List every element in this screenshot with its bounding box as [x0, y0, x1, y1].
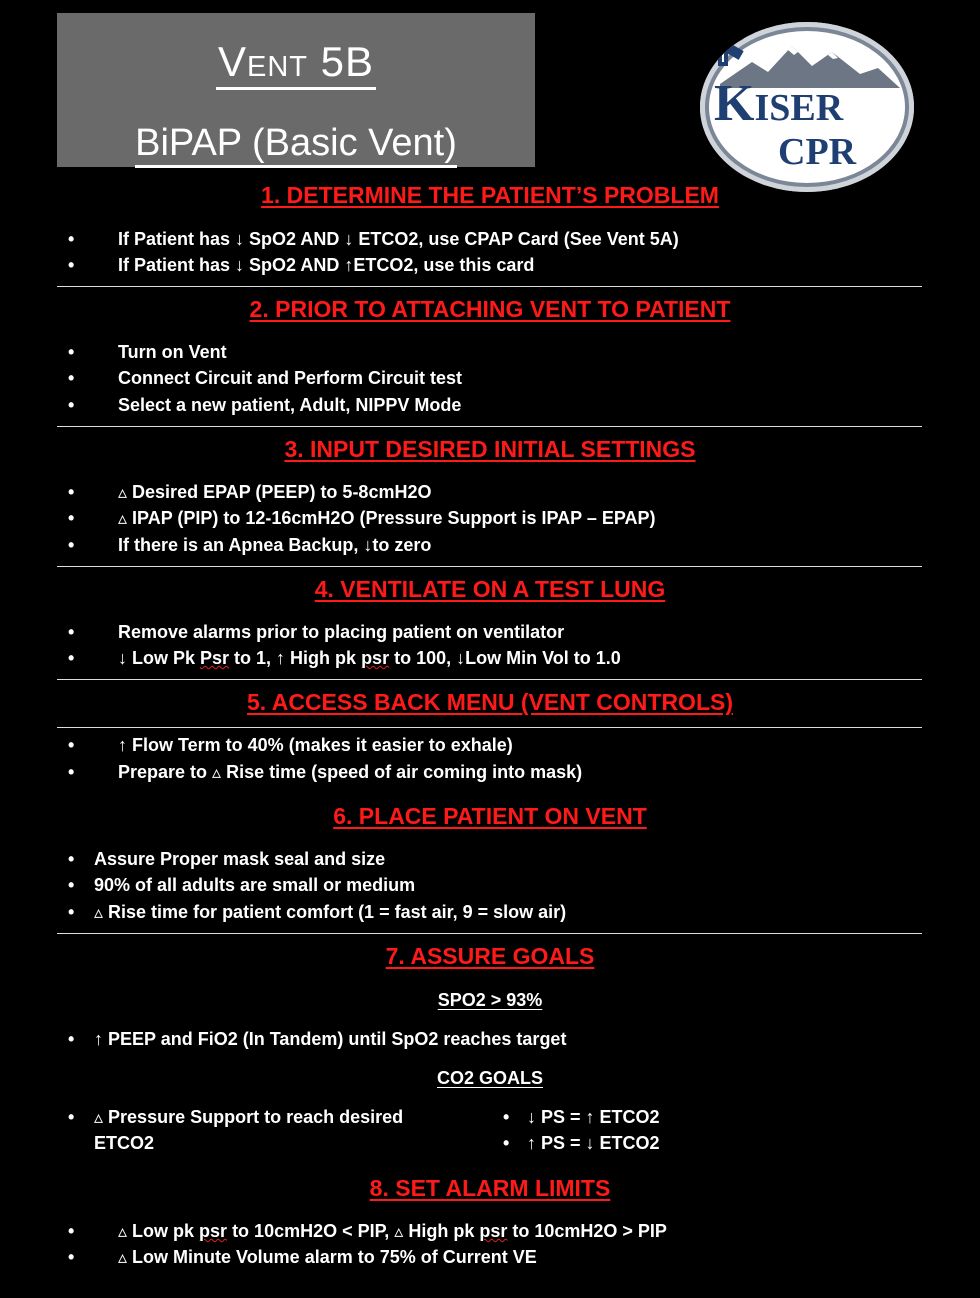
divider: [57, 933, 922, 934]
bullet: •: [503, 1133, 510, 1153]
bullet: •: [68, 342, 75, 362]
divider: [57, 679, 922, 680]
page-subtitle: BiPAP (Basic Vent): [135, 122, 457, 168]
bullet: •: [68, 482, 75, 502]
section-3-item-2: ▵ IPAP (PIP) to 12-16cmH2O (Pressure Support is IPAP – EPAP): [118, 508, 656, 528]
section-6-item-3: ▵ Rise time for patient comfort (1 = fast air, 9 = slow air): [94, 902, 567, 922]
section-3-heading: 3. INPUT DESIRED INITIAL SETTINGS: [284, 436, 696, 462]
bullet: •: [68, 875, 75, 895]
spo2-goal-item: ↑ PEEP and FiO2 (In Tandem) until SpO2 reaches target: [94, 1029, 567, 1049]
logo-letter-k: K: [714, 75, 755, 132]
section-2-heading: 2. PRIOR TO ATTACHING VENT TO PATIENT: [249, 296, 731, 322]
section-6-item-2: 90% of all adults are small or medium: [94, 875, 416, 895]
co2-goal-left-line-1: ▵ Pressure Support to reach desired: [94, 1107, 404, 1127]
co2-goal-left-line-2: ETCO2: [94, 1133, 155, 1153]
page-title: Vent 5B: [216, 38, 376, 90]
section-4-heading: 4. VENTILATE ON A TEST LUNG: [314, 576, 666, 602]
section-5-item-1: ↑ Flow Term to 40% (makes it easier to exhale): [118, 735, 513, 755]
section-8-item-1: ▵ Low pk psr to 10cmH2O < PIP, ▵ High pk psr to 10cmH2O > PIP: [118, 1221, 667, 1241]
section-1-item-2: If Patient has ↓ SpO2 AND ↑ETCO2, use this card: [118, 255, 535, 275]
section-2-item-1: Turn on Vent: [118, 342, 227, 362]
section-1-item-1: If Patient has ↓ SpO2 AND ↓ ETCO2, use CPAP Card (See Vent 5A): [118, 229, 679, 249]
section-3-item-1: ▵ Desired EPAP (PEEP) to 5-8cmH2O: [118, 482, 432, 502]
section-4-item-1: Remove alarms prior to placing patient on ventilator: [118, 622, 565, 642]
section-3-item-3: If there is an Apnea Backup, ↓to zero: [118, 535, 432, 555]
divider: [57, 286, 922, 287]
bullet: •: [68, 1221, 75, 1241]
title-box: [57, 13, 535, 167]
bullet: •: [68, 395, 75, 415]
bullet: •: [68, 648, 75, 668]
co2-goal-right-1: ↓ PS = ↑ ETCO2: [527, 1107, 660, 1127]
section-8-heading: 8. SET ALARM LIMITS: [369, 1175, 611, 1201]
co2-goals-heading: CO2 GOALS: [436, 1068, 543, 1088]
bullet: •: [68, 622, 75, 642]
logo-word-cpr: CPR: [778, 131, 857, 173]
section-4-item-2: ↓ Low Pk Psr to 1, ↑ High pk psr to 100, ↓Low Min Vol to 1.0: [118, 648, 621, 668]
bullet: •: [68, 1029, 75, 1049]
section-1-heading: 1. DETERMINE THE PATIENT’S PROBLEM: [261, 182, 719, 208]
bullet: •: [68, 762, 75, 782]
bullet: •: [68, 735, 75, 755]
bullet: •: [68, 849, 75, 869]
star-of-life-icon: [700, 22, 746, 68]
logo-word-iser: ISER: [754, 87, 844, 129]
bullet: •: [68, 229, 75, 249]
section-7-heading: 7. ASSURE GOALS: [385, 943, 595, 969]
section-8-item-2: ▵ Low Minute Volume alarm to 75% of Current VE: [118, 1247, 537, 1267]
divider: [57, 426, 922, 427]
kiser-cpr-logo: [700, 22, 914, 192]
bullet: •: [68, 535, 75, 555]
section-2-item-2: Connect Circuit and Perform Circuit test: [118, 368, 463, 388]
section-6-item-1: Assure Proper mask seal and size: [94, 849, 386, 869]
bullet: •: [68, 368, 75, 388]
divider: [57, 727, 922, 728]
bullet: •: [68, 1107, 75, 1127]
bullet: •: [68, 508, 75, 528]
bullet: •: [68, 255, 75, 275]
co2-goal-right-2: ↑ PS = ↓ ETCO2: [527, 1133, 660, 1153]
section-5-heading: 5. ACCESS BACK MENU (VENT CONTROLS): [247, 689, 733, 715]
bullet: •: [68, 902, 75, 922]
divider: [57, 566, 922, 567]
section-5-item-2: Prepare to ▵ Rise time (speed of air coming into mask): [118, 762, 583, 782]
bullet: •: [503, 1107, 510, 1127]
spo2-goal-heading: SPO2 > 93%: [437, 990, 543, 1010]
section-2-item-3: Select a new patient, Adult, NIPPV Mode: [118, 395, 462, 415]
section-6-heading: 6. PLACE PATIENT ON VENT: [333, 803, 647, 829]
bullet: •: [68, 1247, 75, 1267]
